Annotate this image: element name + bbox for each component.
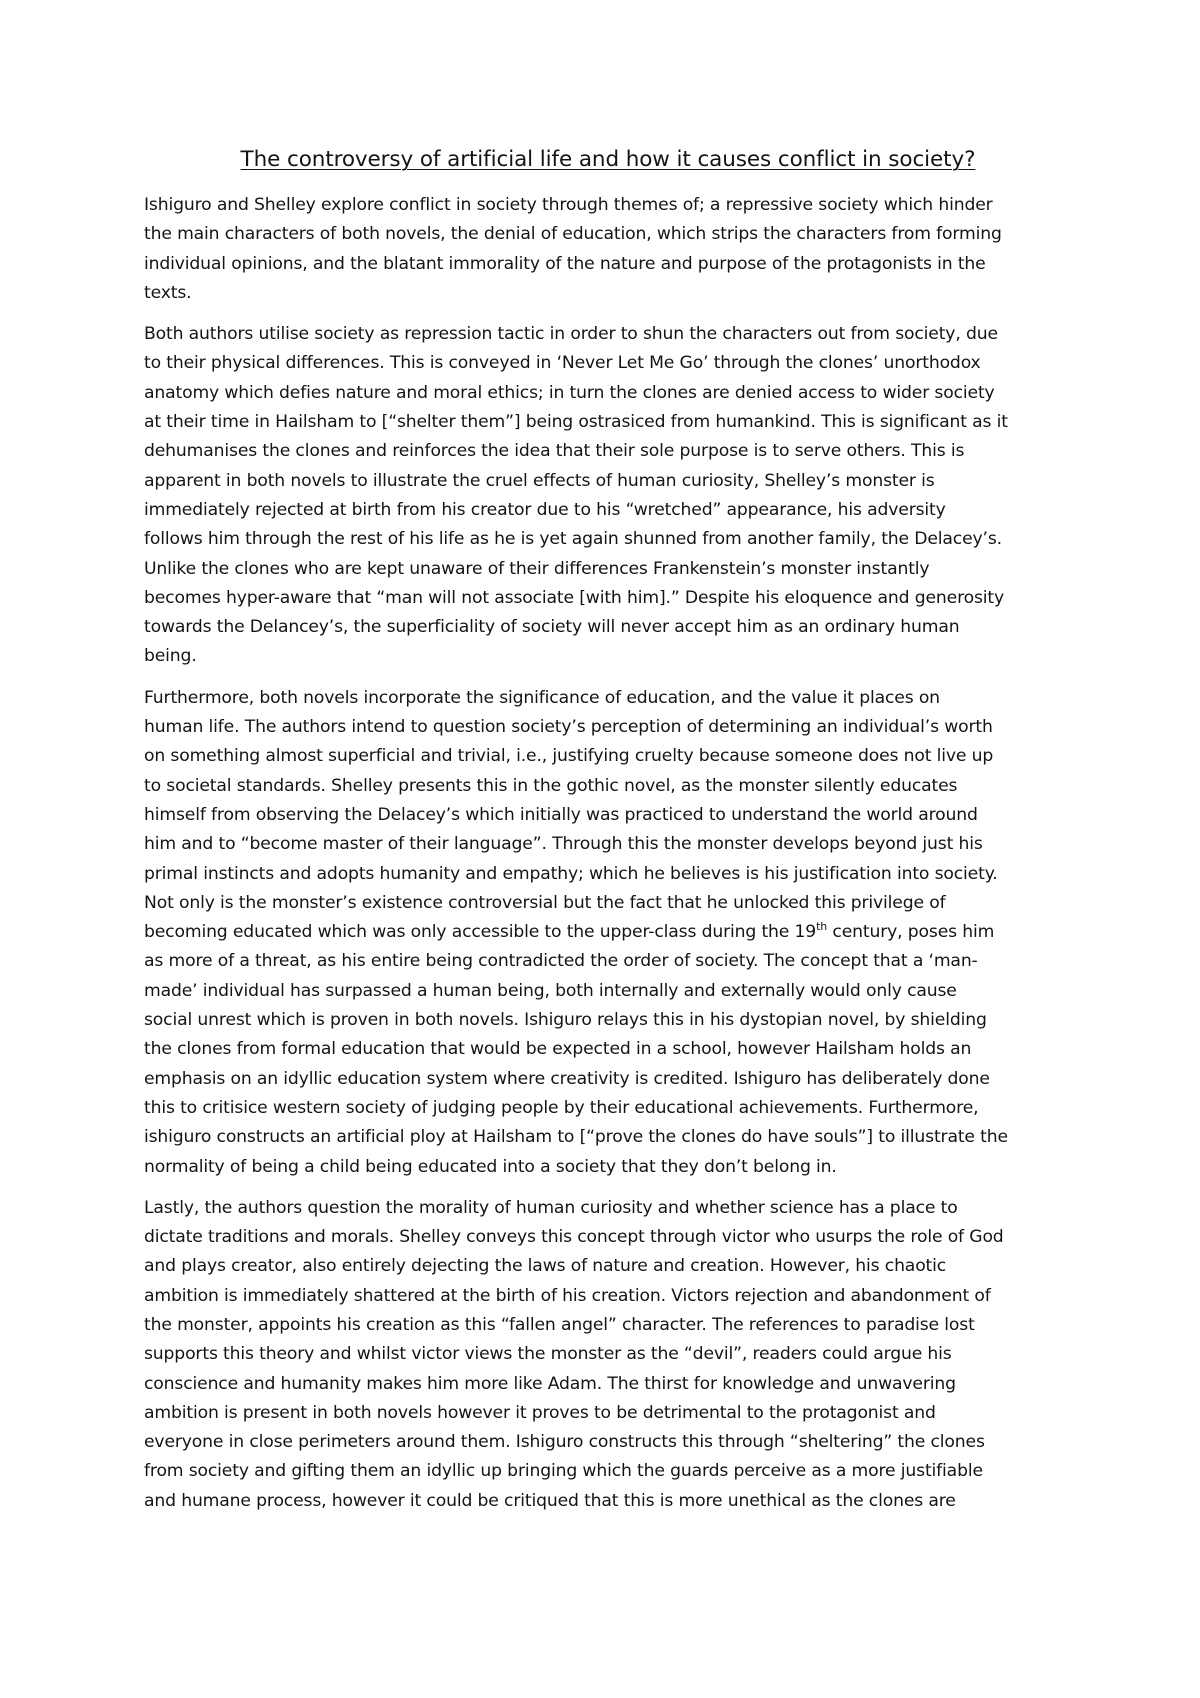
text-line [144,379,1072,408]
text-line-content: to their physical differences. This is conveyed in ‘Never Let Me Go’ through the clones’ unorthodox [144,353,981,374]
text-line-content: to societal standards. Shelley presents this in the gothic novel, as the monster silently educates [144,775,958,796]
paragraph [144,191,1072,308]
text-line-content: the monster, appoints his creation as this “fallen angel” character. The references to paradise lost [144,1314,975,1335]
text-line [144,320,1072,349]
text-line-content: as more of a threat, as his entire being contradicted the order of society. The concept that a ‘man- [144,951,978,972]
text-line-content: dehumanises the clones and reinforces the idea that their sole purpose is to serve others. This is [144,441,965,462]
text-line-content: everyone in close perimeters around them. Ishiguro constructs this through “sheltering” the clones [144,1432,985,1453]
text-line [144,584,1072,613]
text-line-content: at their time in Hailsham to [“shelter them”] being ostrasiced from humankind. This is significant as it [144,412,1008,433]
text-line [144,525,1072,554]
text-line [144,1252,1072,1281]
text-line [144,947,1072,976]
text-line-content: Lastly, the authors question the morality of human curiosity and whether science has a place to [144,1197,958,1218]
paragraph [144,1194,1072,1516]
text-line [144,1065,1072,1094]
text-line-content: conscience and humanity makes him more like Adam. The thirst for knowledge and unwavering [144,1373,956,1394]
text-line [144,1035,1072,1064]
text-line [144,467,1072,496]
text-line [144,496,1072,525]
text-line-content: Unlike the clones who are kept unaware of their differences Frankenstein’s monster instantly [144,558,930,579]
text-line [144,349,1072,378]
text-line-tail: century, poses him [827,922,995,943]
text-line [144,555,1072,584]
text-line [144,889,1072,918]
text-line [144,1311,1072,1340]
text-line [144,1340,1072,1369]
text-line-content: him and to “become master of their language”. Through this the monster develops beyond just his [144,834,983,855]
text-line-content: social unrest which is proven in both novels. Ishiguro relays this in his dystopian novel, by shielding [144,1010,987,1031]
paragraph [144,684,1072,1182]
text-line [144,860,1072,889]
text-line [144,437,1072,466]
text-line-content: immediately rejected at birth from his creator due to his “wretched” appearance, his adversity [144,499,946,520]
text-line-content: Both authors utilise society as repression tactic in order to shun the characters out from society, due [144,324,998,345]
text-line-content: ambition is present in both novels however it proves to be detrimental to the protagonist and [144,1402,936,1423]
text-line-content: this to critisice western society of judging people by their educational achievements. Furthermore, [144,1097,979,1118]
text-line-content: the clones from formal education that would be expected in a school, however Hailsham holds an [144,1039,972,1060]
text-line-content: supports this theory and whilst victor views the monster as the “devil”, readers could argue his [144,1344,952,1365]
text-line [144,613,1072,642]
text-line-content: anatomy which defies nature and moral ethics; in turn the clones are denied access to wider society [144,382,995,403]
text-line [144,1123,1072,1152]
text-line-content: dictate traditions and morals. Shelley conveys this concept through victor who usurps the role of God [144,1227,1004,1248]
text-line-content: towards the Delancey’s, the superficiality of society will never accept him as an ordinary human [144,617,960,638]
text-line-content: emphasis on an idyllic education system where creativity is credited. Ishiguro has deliberately done [144,1068,990,1089]
text-line-content: becoming educated which was only accessible to the upper-class during the 19 [144,922,817,943]
text-line [144,830,1072,859]
text-line [144,1370,1072,1399]
text-line-content: human life. The authors intend to question society’s perception of determining an individual’s worth [144,717,993,738]
text-line-content: texts. [144,282,192,303]
text-line-content: Furthermore, both novels incorporate the significance of education, and the value it places on [144,687,940,708]
text-line [144,250,1072,279]
text-line-content: Not only is the monster’s existence controversial but the fact that he unlocked this privilege of [144,892,946,913]
text-line [144,977,1072,1006]
text-line [144,713,1072,742]
document-title: The controversy of artificial life and how it causes conflict in society? [240,147,976,172]
text-line [144,1399,1072,1428]
text-line-content: made’ individual has surpassed a human being, both internally and externally would only cause [144,980,957,1001]
text-line-content: on something almost superficial and trivial, i.e., justifying cruelty because someone does not live up [144,746,994,767]
text-line [144,1223,1072,1252]
text-line [144,220,1072,249]
text-line [144,642,1072,671]
text-line-content: follows him through the rest of his life as he is yet again shunned from another family, the Delacey’s. [144,529,1002,550]
text-line-content: the main characters of both novels, the denial of education, which strips the characters from forming [144,224,1002,245]
text-line [144,1094,1072,1123]
text-line [144,742,1072,771]
text-line-content: becomes hyper-aware that “man will not associate [with him].” Despite his eloquence and generosity [144,587,1005,608]
text-line [144,408,1072,437]
document-body [144,145,1072,1528]
text-line [144,1487,1072,1516]
text-line-content: normality of being a child being educated into a society that they don’t belong in. [144,1156,837,1177]
text-line-content: from society and gifting them an idyllic up bringing which the guards perceive as a more justifiable [144,1461,983,1482]
text-line [144,1153,1072,1182]
text-line-content: himself from observing the Delacey’s which initially was practiced to understand the world around [144,804,978,825]
text-line-content: being. [144,646,197,667]
text-line [144,279,1072,308]
text-line [144,1006,1072,1035]
text-line-content: ambition is immediately shattered at the birth of his creation. Victors rejection and abandonment of [144,1285,991,1306]
text-line [144,191,1072,220]
text-line-content: ishiguro constructs an artificial ploy at Hailsham to [“prove the clones do have souls”] to illustrate the [144,1127,1008,1148]
text-line [144,772,1072,801]
text-line-content: primal instincts and adopts humanity and empathy; which he believes is his justification into society. [144,863,998,884]
text-line-content: apparent in both novels to illustrate the cruel effects of human curiosity, Shelley’s monster is [144,470,935,491]
text-line [144,1457,1072,1486]
text-line [144,1428,1072,1457]
text-line-content: individual opinions, and the blatant immorality of the nature and purpose of the protagonists in the [144,253,986,274]
paragraph [144,320,1072,672]
text-line-content: and plays creator, also entirely dejecting the laws of nature and creation. However, his chaotic [144,1256,947,1277]
text-line [144,1194,1072,1223]
text-line [144,918,1072,947]
superscript: th [816,920,828,934]
text-line-content: Ishiguro and Shelley explore conflict in society through themes of; a repressive society which hinder [144,195,993,215]
text-line [144,684,1072,713]
text-line-content: and humane process, however it could be critiqued that this is more unethical as the clones are [144,1490,956,1511]
text-line [144,1282,1072,1311]
text-line [144,801,1072,830]
